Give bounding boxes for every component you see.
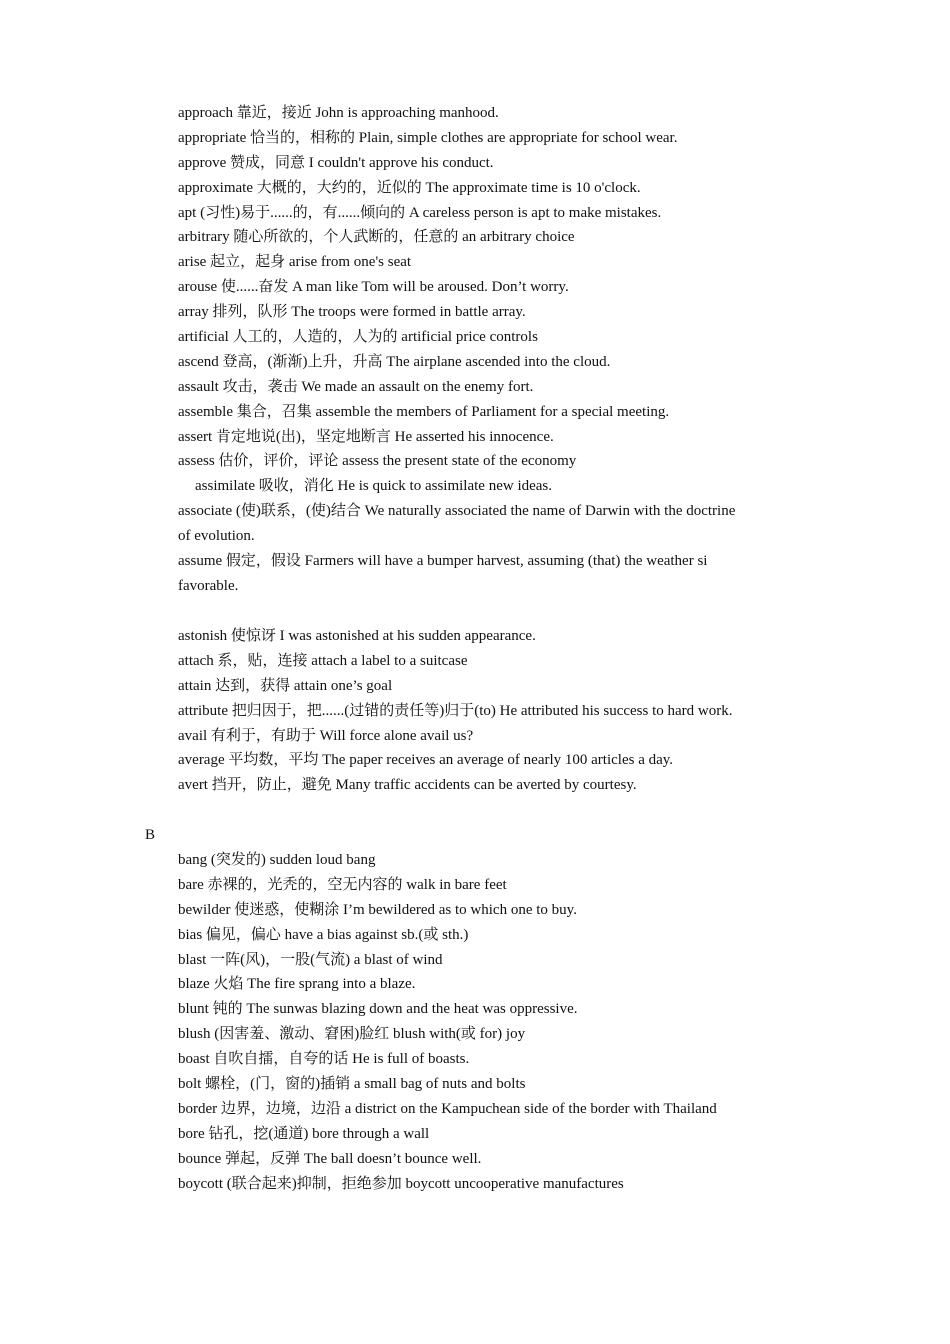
entry-border: border 边界，边境，边沿 a district on the Kampuchean side of the border with Thailand bbox=[178, 1100, 717, 1117]
vocabulary-list-a-part2 bbox=[178, 624, 818, 798]
entry-bang: bang (突发的) sudden loud bang bbox=[178, 852, 376, 868]
entry-assume: assume 假定，假设 Farmers will have a bumper harvest, assuming (that) the weather si bbox=[178, 553, 708, 570]
entry-assert: assert 肯定地说(出)，坚定地断言 He asserted his innocence. bbox=[178, 428, 554, 445]
entry-associate: associate (使)联系，(使)结合 We naturally associated the name of Darwin with the doctrine bbox=[178, 503, 736, 520]
entry-astonish: astonish 使惊讶 I was astonished at his sudden appearance. bbox=[178, 628, 536, 644]
entry-assemble: assemble 集合，召集 assemble the members of Parliament for a special meeting. bbox=[178, 403, 670, 420]
entry-blush: blush (因害羞、激动、窘困)脸红 blush with(或 for) joy bbox=[178, 1026, 526, 1043]
entry-approach: approach 靠近，接近 John is approaching manhood. bbox=[178, 105, 499, 121]
section-heading-b: B bbox=[145, 827, 156, 843]
entry-attain: attain 达到，获得 attain one’s goal bbox=[178, 677, 393, 694]
entry-blaze: blaze 火焰 The fire sprang into a blaze. bbox=[178, 976, 416, 993]
entry-bewilder: bewilder 使迷惑，使糊涂 I’m bewildered as to which one to buy. bbox=[178, 901, 577, 918]
entry-arouse: arouse 使......奋发 A man like Tom will be aroused. Don’t worry. bbox=[178, 279, 569, 296]
entry-blunt: blunt 钝的 The sunwas blazing down and the heat was oppressive. bbox=[178, 1001, 578, 1018]
entry-avail: avail 有利于，有助于 Will force alone avail us? bbox=[178, 727, 474, 744]
entry-bore: bore 钻孔，挖(通道) bore through a wall bbox=[178, 1125, 430, 1142]
entry-artificial: artificial 人工的，人造的，人为的 artificial price controls bbox=[178, 329, 538, 346]
entry-assimilate: assimilate 吸收，消化 He is quick to assimilate new ideas. bbox=[195, 478, 553, 495]
entry-average: average 平均数，平均 The paper receives an average of nearly 100 articles a day. bbox=[178, 752, 674, 769]
entry-arise: arise 起立，起身 arise from one's seat bbox=[178, 254, 412, 271]
entry-appropriate: appropriate 恰当的，相称的 Plain, simple clothes are appropriate for school wear. bbox=[178, 129, 678, 146]
entry-assault: assault 攻击，袭击 We made an assault on the enemy fort. bbox=[178, 378, 534, 395]
vocabulary-list-a-part1 bbox=[178, 101, 818, 599]
entry-bolt: bolt 螺栓，(门，窗的)插销 a small bag of nuts and bolts bbox=[178, 1076, 526, 1093]
entry-boast: boast 自吹自擂，自夸的话 He is full of boasts. bbox=[178, 1051, 470, 1068]
entry-approve: approve 赞成，同意 I couldn't approve his conduct. bbox=[178, 154, 494, 171]
entry-blast: blast 一阵(风)，一股(气流) a blast of wind bbox=[178, 951, 443, 968]
entry-assess: assess 估价，评价，评论 assess the present state of the economy bbox=[178, 453, 577, 470]
entry-apt: apt (习性)易于......的，有......倾向的 A careless person is apt to make mistakes. bbox=[178, 204, 662, 221]
entry-arbitrary: arbitrary 随心所欲的，个人武断的，任意的 an arbitrary choice bbox=[178, 229, 575, 246]
entry-attach: attach 系，贴，连接 attach a label to a suitcase bbox=[178, 652, 468, 669]
entry-associate-continued: of evolution. bbox=[178, 528, 255, 545]
entry-assume-continued: favorable. bbox=[178, 577, 239, 594]
entry-attribute: attribute 把归因于，把......(过错的责任等)归于(to) He attributed his success to hard work. bbox=[178, 702, 733, 719]
entry-boycott: boycott (联合起来)抑制，拒绝参加 boycott uncooperative manufactures bbox=[178, 1175, 624, 1192]
entry-bias: bias 偏见，偏心 have a bias against sb.(或 sth.) bbox=[178, 926, 469, 943]
entry-ascend: ascend 登高，(渐渐)上升，升高 The airplane ascended into the cloud. bbox=[178, 353, 611, 370]
entry-array: array 排列，队形 The troops were formed in battle array. bbox=[178, 304, 526, 321]
entry-bare: bare 赤裸的，光秃的，空无内容的 walk in bare feet bbox=[178, 876, 507, 893]
vocabulary-list-b bbox=[178, 848, 818, 1196]
entry-avert: avert 挡开，防止，避免 Many traffic accidents can be averted by courtesy. bbox=[178, 777, 637, 794]
entry-bounce: bounce 弹起，反弹 The ball doesn’t bounce well. bbox=[178, 1150, 482, 1167]
entry-approximate: approximate 大概的，大约的，近似的 The approximate time is 10 o'clock. bbox=[178, 179, 641, 196]
